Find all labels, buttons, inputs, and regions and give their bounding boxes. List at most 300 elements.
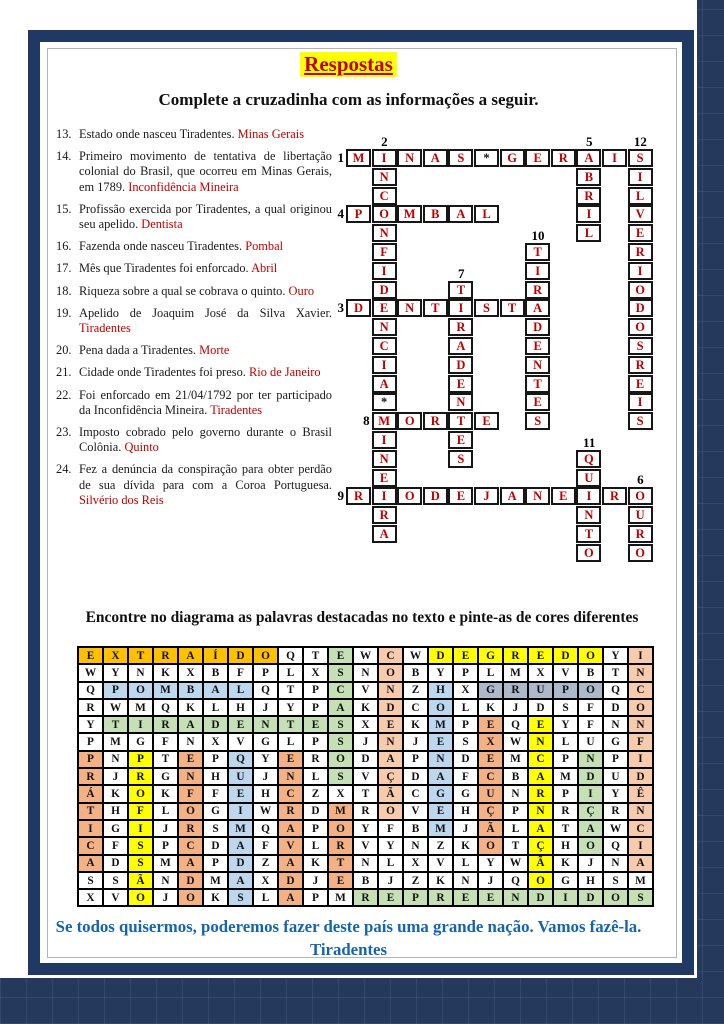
clue-text: Cidade onde Tiradentes foi preso. Rio de Janeiro xyxy=(79,365,321,380)
wordsearch-cell: C xyxy=(628,820,653,837)
wordsearch-cell: Q xyxy=(278,647,303,664)
crossword-cell: I xyxy=(628,393,653,411)
wordsearch-cell: E xyxy=(328,872,353,889)
wordsearch-cell: C xyxy=(478,768,503,785)
crossword-cell: F xyxy=(372,243,397,261)
wordsearch-cell: D xyxy=(378,699,403,716)
wordsearch-cell: Ç xyxy=(378,768,403,785)
wordsearch-cell: O xyxy=(178,803,203,820)
wordsearch-cell: N xyxy=(528,733,553,750)
wordsearch-cell: Ç xyxy=(528,837,553,854)
crossword-grid xyxy=(337,134,666,569)
wordsearch-cell: Z xyxy=(253,855,278,872)
wordsearch-cell: T xyxy=(328,855,353,872)
clue-answer: Minas Gerais xyxy=(237,127,305,141)
wordsearch-cell: D xyxy=(628,768,653,785)
crossword-cell: E xyxy=(525,337,550,355)
crossword-cell: B xyxy=(423,205,448,223)
wordsearch-cell: J xyxy=(403,733,428,750)
wordsearch-cell: P xyxy=(78,751,103,768)
wordsearch-cell: G xyxy=(253,733,278,750)
wordsearch-cell: D xyxy=(228,647,253,664)
crossword-clue-number: 2 xyxy=(381,134,388,149)
wordsearch-cell: P xyxy=(403,889,428,906)
wordsearch-cell: N xyxy=(578,751,603,768)
wordsearch-cell: A xyxy=(78,855,103,872)
wordsearch-cell: D xyxy=(403,768,428,785)
crossword-cell: D xyxy=(448,356,473,374)
wordsearch-cell: L xyxy=(228,682,253,699)
wordsearch-cell: D xyxy=(228,855,253,872)
wordsearch-cell: N xyxy=(253,716,278,733)
wordsearch-cell: P xyxy=(553,785,578,802)
wordsearch-cell: C xyxy=(628,682,653,699)
crossword-cell: I xyxy=(602,149,627,167)
crossword-cell: A xyxy=(372,375,397,393)
crossword-clue-number: 10 xyxy=(531,228,545,243)
crossword-cell: M xyxy=(346,149,371,167)
wordsearch-cell: E xyxy=(478,751,503,768)
wordsearch-cell: P xyxy=(553,682,578,699)
wordsearch-cell: U xyxy=(578,733,603,750)
wordsearch-cell: F xyxy=(578,699,603,716)
wordsearch-cell: F xyxy=(203,785,228,802)
wordsearch-cell: R xyxy=(128,768,153,785)
wordsearch-cell: D xyxy=(528,889,553,906)
clue-list xyxy=(56,127,332,515)
wordsearch-cell: R xyxy=(153,647,178,664)
clue-answer: Inconfidência Mineira xyxy=(128,179,239,194)
wordsearch-cell: G xyxy=(128,733,153,750)
wordsearch-cell: X xyxy=(528,664,553,681)
wordsearch-cell: V xyxy=(228,733,253,750)
wordsearch-cell: A xyxy=(528,768,553,785)
clue-item xyxy=(56,261,332,276)
wordsearch-cell: N xyxy=(603,716,628,733)
wordsearch-cell: H xyxy=(203,768,228,785)
wordsearch-cell: P xyxy=(303,699,328,716)
wordsearch-cell: L xyxy=(478,664,503,681)
wordsearch-cell: P xyxy=(403,751,428,768)
wordsearch-cell: M xyxy=(328,803,353,820)
wordsearch-cell: V xyxy=(353,768,378,785)
clue-text: Apelido de Joaquim José da Silva Xavier. Tiradentes xyxy=(79,305,332,336)
wordsearch-cell: O xyxy=(603,889,628,906)
crossword-cell: N xyxy=(397,299,422,317)
crossword-cell: E xyxy=(448,487,473,505)
wordsearch-heading: Encontre no diagrama as palavras destacadas no texto e pinte-as de cores diferentes xyxy=(85,609,639,626)
wordsearch-cell: S xyxy=(628,889,653,906)
wordsearch-cell: D xyxy=(578,768,603,785)
quote-line: Se todos quisermos, poderemos fazer deste país uma grande nação. Vamos fazê-la. xyxy=(55,917,642,936)
wordsearch-cell: C xyxy=(403,785,428,802)
quote-author: Tiradentes xyxy=(309,940,388,959)
wordsearch-cell: J xyxy=(153,820,178,837)
crossword-cell: O xyxy=(397,412,422,430)
wordsearch-cell: N xyxy=(128,664,153,681)
crossword-clue-number: 7 xyxy=(457,265,465,281)
wordsearch-cell: S xyxy=(603,872,628,889)
crossword-cell: T xyxy=(525,243,550,261)
crossword-cell: M xyxy=(372,412,397,430)
wordsearch-cell: C xyxy=(278,785,303,802)
wordsearch-cell: H xyxy=(453,803,478,820)
wordsearch-cell: K xyxy=(153,664,178,681)
wordsearch-cell: J xyxy=(253,768,278,785)
wordsearch-cell: Q xyxy=(603,837,628,854)
crossword-cell: O xyxy=(628,487,653,505)
clue-number: 18. xyxy=(56,283,72,298)
crossword-clue-number: 6 xyxy=(637,472,644,488)
crossword-cell: R xyxy=(525,281,550,299)
wordsearch-cell: O xyxy=(328,751,353,768)
wordsearch-cell: P xyxy=(203,751,228,768)
wordsearch-cell: O xyxy=(328,820,353,837)
wordsearch-cell: J xyxy=(103,768,128,785)
wordsearch-cell: T xyxy=(278,682,303,699)
wordsearch-cell: Ç xyxy=(578,803,603,820)
wordsearch-cell: L xyxy=(553,733,578,750)
clue-text: Pena dada a Tiradentes. Morte xyxy=(79,343,230,358)
wordsearch-cell: L xyxy=(503,820,528,837)
wordsearch-cell: E xyxy=(478,716,503,733)
wordsearch-cell: S xyxy=(203,820,228,837)
wordsearch-cell: M xyxy=(128,699,153,716)
wordsearch-cell: J xyxy=(503,699,528,716)
wordsearch-cell: J xyxy=(153,889,178,906)
wordsearch-cell: W xyxy=(78,664,103,681)
wordsearch-cell: C xyxy=(403,699,428,716)
wordsearch-cell: O xyxy=(378,664,403,681)
wordsearch-cell: D xyxy=(353,751,378,768)
wordsearch-cell: N xyxy=(603,855,628,872)
wordsearch-cell: R xyxy=(153,716,178,733)
wordsearch-cell: X xyxy=(178,664,203,681)
clue-item xyxy=(56,239,332,254)
wordsearch-cell: W xyxy=(253,803,278,820)
crossword-cell: M xyxy=(397,205,422,223)
crossword-cell: A xyxy=(576,149,601,167)
wordsearch-cell: F xyxy=(228,664,253,681)
wordsearch-cell: Q xyxy=(78,682,103,699)
wordsearch-cell: O xyxy=(428,699,453,716)
crossword-cell: R xyxy=(576,187,601,205)
crossword-cell: I xyxy=(576,205,601,223)
crossword-cell: S xyxy=(525,412,550,430)
clue-text: Estado onde nasceu Tiradentes. Minas Gerais xyxy=(79,127,305,141)
wordsearch-cell: M xyxy=(503,751,528,768)
wordsearch-cell: C xyxy=(178,837,203,854)
crossword-cell: T xyxy=(448,412,473,430)
wordsearch-cell: E xyxy=(178,751,203,768)
wordsearch-cell: U xyxy=(528,682,553,699)
wordsearch-cell: P xyxy=(303,889,328,906)
wordsearch-cell: Y xyxy=(378,837,403,854)
crossword-cell: C xyxy=(372,337,397,355)
wordsearch-cell: P xyxy=(153,837,178,854)
crossword-cell: R xyxy=(423,412,448,430)
wordsearch-cell: N xyxy=(528,803,553,820)
clue-number: 14. xyxy=(56,149,72,164)
wordsearch-cell: B xyxy=(503,768,528,785)
wordsearch-cell: M xyxy=(203,872,228,889)
wordsearch-cell: O xyxy=(578,647,603,664)
wordsearch-cell: C xyxy=(328,682,353,699)
wordsearch-cell: R xyxy=(353,803,378,820)
wordsearch-cell: N xyxy=(278,768,303,785)
wordsearch-cell: V xyxy=(353,837,378,854)
wordsearch-cell: A xyxy=(228,837,253,854)
wordsearch-cell: R xyxy=(328,837,353,854)
crossword-cell: U xyxy=(628,506,653,524)
crossword-clue-number: 8 xyxy=(363,413,370,429)
wordsearch-cell: Y xyxy=(103,664,128,681)
wordsearch-cell: A xyxy=(178,647,203,664)
wordsearch-cell: D xyxy=(428,647,453,664)
wordsearch-cell: I xyxy=(628,647,653,664)
wordsearch-cell: B xyxy=(203,664,228,681)
wordsearch-cell: M xyxy=(153,682,178,699)
wordsearch-cell: M xyxy=(503,664,528,681)
crossword-cell: E xyxy=(372,469,397,487)
wordsearch-cell: I xyxy=(628,837,653,854)
clue-text: Fez a denúncia da conspiração para obter perdão de sua dívida para com a Coroa Portuguesa. Silvério dos Reis xyxy=(79,462,332,507)
wordsearch-cell: P xyxy=(103,682,128,699)
crossword-cell: B xyxy=(576,168,601,186)
wordsearch-cell: O xyxy=(178,889,203,906)
crossword-cell: J xyxy=(474,487,499,505)
wordsearch-cell: J xyxy=(378,872,403,889)
crossword-cell: R xyxy=(448,318,473,336)
wordsearch-cell: Y xyxy=(428,664,453,681)
wordsearch-cell: F xyxy=(628,733,653,750)
wordsearch-cell: T xyxy=(103,716,128,733)
wordsearch-cell: N xyxy=(103,751,128,768)
wordsearch-cell: I xyxy=(228,803,253,820)
wordsearch-cell: M xyxy=(103,733,128,750)
wordsearch-cell: M xyxy=(628,872,653,889)
wordsearch-cell: A xyxy=(178,855,203,872)
wordsearch-cell: E xyxy=(228,716,253,733)
wordsearch-cell: S xyxy=(228,889,253,906)
wordsearch-cell: P xyxy=(453,664,478,681)
crossword-cell: E xyxy=(628,224,653,242)
clue-answer: Dentista xyxy=(141,217,183,232)
title-wrap xyxy=(0,52,697,77)
wordsearch-cell: O xyxy=(128,889,153,906)
wordsearch-cell: G xyxy=(103,820,128,837)
crossword-cell: R xyxy=(346,487,371,505)
wordsearch-cell: K xyxy=(403,716,428,733)
crossword-cell: S xyxy=(628,149,653,167)
wordsearch-cell: R xyxy=(528,785,553,802)
wordsearch-cell: P xyxy=(453,716,478,733)
wordsearch-cell: X xyxy=(103,647,128,664)
page-title: Respostas xyxy=(300,52,397,77)
crossword-cell: P xyxy=(346,205,371,223)
clue-number: 13. xyxy=(56,127,72,141)
wordsearch-cell: O xyxy=(528,872,553,889)
wordsearch-cell: E xyxy=(453,647,478,664)
wordsearch-cell: L xyxy=(303,837,328,854)
wordsearch-cell: O xyxy=(128,682,153,699)
wordsearch-cell: K xyxy=(353,699,378,716)
clue-number: 23. xyxy=(56,425,72,440)
wordsearch-cell: K xyxy=(478,699,503,716)
wordsearch-cell: N xyxy=(453,872,478,889)
clue-item xyxy=(56,306,332,336)
crossword-cell: L xyxy=(628,187,653,205)
wordsearch-cell: S xyxy=(553,699,578,716)
wordsearch-cell: B xyxy=(403,820,428,837)
wordsearch-cell: G xyxy=(478,647,503,664)
wordsearch-cell: N xyxy=(353,855,378,872)
crossword-cell: E xyxy=(448,431,473,449)
clue-number: 19. xyxy=(56,305,72,320)
wordsearch-cell: T xyxy=(303,647,328,664)
crossword-cell: U xyxy=(576,469,601,487)
wordsearch-cell: P xyxy=(303,682,328,699)
wordsearch-cell: N xyxy=(628,664,653,681)
wordsearch-cell: P xyxy=(253,664,278,681)
crossword-cell: V xyxy=(628,205,653,223)
crossword-cell: T xyxy=(525,375,550,393)
wordsearch-cell: W xyxy=(103,699,128,716)
wordsearch-cell: D xyxy=(603,699,628,716)
clue-answer: Pombal xyxy=(245,239,284,254)
crossword-cell: R xyxy=(628,243,653,261)
wordsearch-cell: X xyxy=(328,785,353,802)
crossword-cell: I xyxy=(448,299,473,317)
wordsearch-cell: L xyxy=(278,664,303,681)
crossword-cell: O xyxy=(628,281,653,299)
crossword-clue-number: 9 xyxy=(337,488,344,504)
crossword-cell: E xyxy=(525,149,550,167)
wordsearch-cell: F xyxy=(378,820,403,837)
wordsearch-cell: F xyxy=(153,733,178,750)
wordsearch-cell: S xyxy=(128,837,153,854)
wordsearch-cell: K xyxy=(153,785,178,802)
wordsearch-cell: Y xyxy=(478,855,503,872)
wordsearch-cell: W xyxy=(503,733,528,750)
crossword-cell: I xyxy=(628,262,653,280)
wordsearch-cell: E xyxy=(78,647,103,664)
wordsearch-cell: Y xyxy=(353,820,378,837)
wordsearch-cell: N xyxy=(403,837,428,854)
wordsearch-cell: L xyxy=(453,699,478,716)
page-subtitle: Complete a cruzadinha com as informações a seguir. xyxy=(158,90,539,109)
wordsearch-cell: A xyxy=(228,872,253,889)
crossword-cell: S xyxy=(448,149,473,167)
wordsearch-cell: I xyxy=(628,751,653,768)
wordsearch-cell: D xyxy=(278,872,303,889)
crossword-cell: O xyxy=(628,318,653,336)
clue-item xyxy=(56,127,332,142)
clue-answer: Tiradentes xyxy=(79,321,131,336)
wordsearch-cell: X xyxy=(78,889,103,906)
wordsearch-cell: M xyxy=(428,716,453,733)
clue-number: 20. xyxy=(56,343,72,358)
wordsearch-cell: E xyxy=(528,647,553,664)
wordsearch-cell: M xyxy=(328,889,353,906)
wordsearch-cell: F xyxy=(103,837,128,854)
wordsearch-cell: B xyxy=(403,664,428,681)
clue-text: Fazenda onde nasceu Tiradentes. Pombal xyxy=(79,239,284,254)
wordsearch-cell: M xyxy=(153,855,178,872)
wordsearch-cell: R xyxy=(78,768,103,785)
wordsearch-cell: F xyxy=(253,837,278,854)
wordsearch-cell: J xyxy=(353,733,378,750)
crossword-cell: A xyxy=(500,487,525,505)
crossword-cell: L xyxy=(576,224,601,242)
wordsearch-cell: K xyxy=(453,837,478,854)
wordsearch-cell: X xyxy=(303,664,328,681)
clue-item xyxy=(56,462,332,508)
wordsearch-cell: N xyxy=(353,664,378,681)
crossword-cell: R xyxy=(628,525,653,543)
crossword-cell: N xyxy=(372,224,397,242)
wordsearch-cell: N xyxy=(378,682,403,699)
wordsearch-cell: D xyxy=(203,716,228,733)
wordsearch-cell: R xyxy=(178,820,203,837)
wordsearch-cell: O xyxy=(128,785,153,802)
wordsearch-cell: P xyxy=(603,751,628,768)
wordsearch-cell: E xyxy=(303,716,328,733)
crossword-cell: E xyxy=(474,412,499,430)
crossword-cell: E xyxy=(628,375,653,393)
wordsearch-cell: K xyxy=(178,699,203,716)
wordsearch-cell: T xyxy=(78,803,103,820)
wordsearch-cell: X xyxy=(453,682,478,699)
wordsearch-cell: K xyxy=(428,872,453,889)
wordsearch-cell: G xyxy=(603,733,628,750)
wordsearch-cell: L xyxy=(203,699,228,716)
wordsearch-cell: A xyxy=(203,682,228,699)
wordsearch-cell: F xyxy=(578,716,603,733)
wordsearch-cell: H xyxy=(428,682,453,699)
wordsearch-cell: E xyxy=(453,889,478,906)
crossword-cell: R xyxy=(628,356,653,374)
clue-answer: Abril xyxy=(251,261,278,276)
crossword-cell: D xyxy=(346,299,371,317)
wordsearch-cell: F xyxy=(178,785,203,802)
wordsearch-cell: O xyxy=(378,803,403,820)
wordsearch-cell: T xyxy=(128,647,153,664)
wordsearch-cell: Ã xyxy=(478,820,503,837)
wordsearch-cell: P xyxy=(128,751,153,768)
crossword-cell: S xyxy=(628,337,653,355)
wordsearch-cell: H xyxy=(228,699,253,716)
wordsearch-cell: N xyxy=(503,785,528,802)
crossword-cell: E xyxy=(525,393,550,411)
crossword-cell: S xyxy=(448,450,473,468)
crossword-cell: N xyxy=(372,168,397,186)
wordsearch-cell: O xyxy=(253,647,278,664)
crossword-cell: * xyxy=(372,393,397,411)
wordsearch-cell: K xyxy=(303,855,328,872)
wordsearch-cell: P xyxy=(553,751,578,768)
wordsearch-cell: Í xyxy=(203,647,228,664)
crossword-cell: T xyxy=(500,299,525,317)
wordsearch-cell: M xyxy=(228,820,253,837)
wordsearch-cell: A xyxy=(278,855,303,872)
wordsearch-cell: X xyxy=(403,855,428,872)
wordsearch-cell: N xyxy=(628,803,653,820)
clue-answer: Morte xyxy=(199,343,230,358)
clue-item xyxy=(56,425,332,455)
wordsearch-cell: E xyxy=(228,785,253,802)
wordsearch-cell: E xyxy=(428,803,453,820)
